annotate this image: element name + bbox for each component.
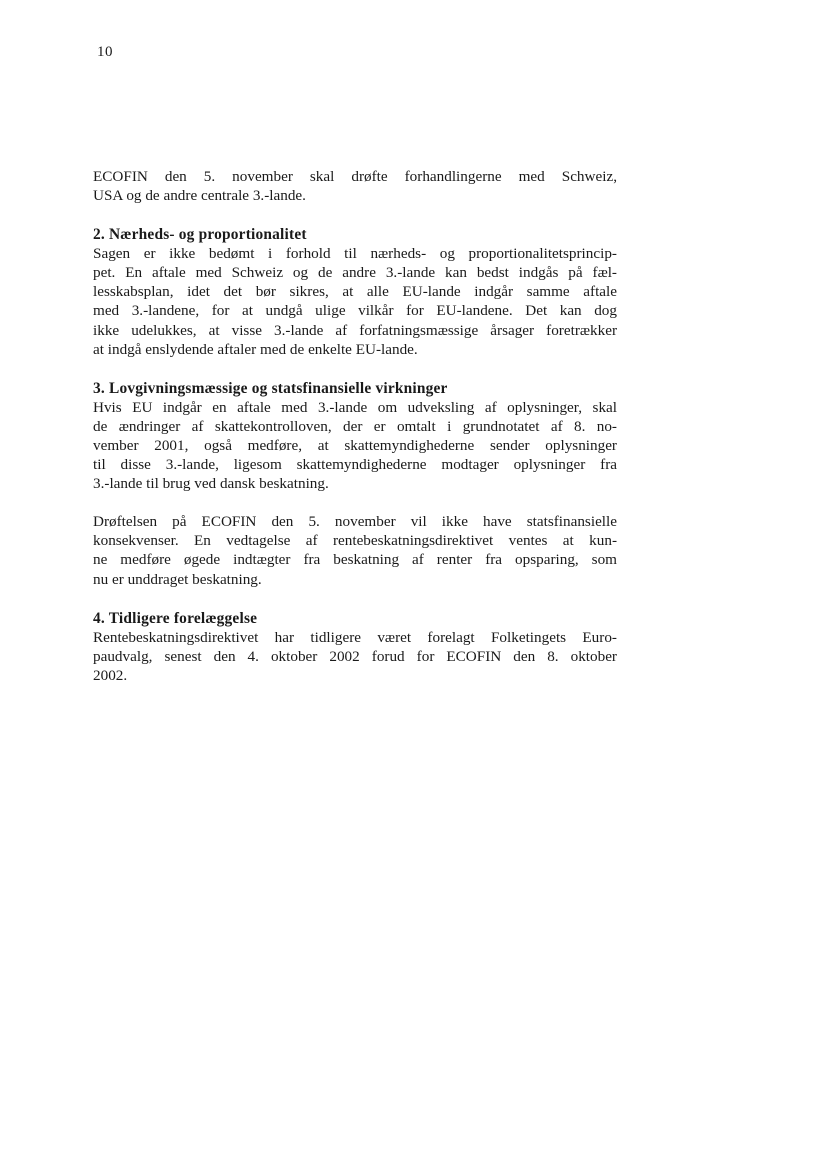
text-line: 2002. xyxy=(93,666,128,684)
intro-paragraph xyxy=(93,167,617,205)
text-line: ikke udelukkes, at visse 3.-lande af forfatningsmæssige årsager foretrækker xyxy=(93,321,617,339)
section-heading: 2. Nærheds- og proportionalitet xyxy=(93,226,307,244)
text-line: Drøftelsen på ECOFIN den 5. november vil ikke have statsfinansielle xyxy=(93,513,617,531)
text-line: 3.-lande til brug ved dansk beskatning. xyxy=(93,475,329,493)
section-paragraph xyxy=(93,244,617,359)
text-line: nu er unddraget beskatning. xyxy=(93,570,262,588)
section-previous-submission xyxy=(93,609,617,685)
text-line: konsekvenser. En vedtagelse af rentebeskatningsdirektivet ventes at kun- xyxy=(93,532,617,550)
section-paragraph xyxy=(93,628,617,685)
text-line: at indgå enslydende aftaler med de enkelte EU-lande. xyxy=(93,340,418,358)
text-line: ECOFIN den 5. november skal drøfte forhandlingerne med Schweiz, xyxy=(93,168,617,185)
section-heading: 3. Lovgivningsmæssige og statsfinansielle virkninger xyxy=(93,379,448,397)
text-line: til disse 3.-lande, ligesom skattemyndighederne modtager oplysninger fra xyxy=(93,456,617,474)
section-paragraph xyxy=(93,398,617,493)
text-line: Sagen er ikke bedømt i forhold til nærheds- og proportionalitetsprincip- xyxy=(93,245,617,263)
text-line: med 3.-landene, for at undgå ulige vilkår for EU-landene. Det kan dog xyxy=(93,302,617,320)
text-line: USA og de andre centrale 3.-lande. xyxy=(93,187,306,205)
document-body xyxy=(93,167,617,685)
page-number: 10 xyxy=(97,44,113,60)
text-line: de ændringer af skattekontrolloven, der er omtalt i grundnotatet af 8. no- xyxy=(93,417,617,435)
text-line: lesskabsplan, idet det bør sikres, at alle EU-lande indgår samme aftale xyxy=(93,283,617,301)
section-legislative-financial xyxy=(93,379,617,589)
text-line: ne medføre øgede indtægter fra beskatning af renter fra opsparing, som xyxy=(93,551,617,569)
section-heading: 4. Tidligere forelæggelse xyxy=(93,609,258,627)
section-proportionality xyxy=(93,225,617,359)
text-line: Hvis EU indgår en aftale med 3.-lande om udveksling af oplysninger, skal xyxy=(93,398,617,416)
section-paragraph xyxy=(93,512,617,588)
text-line: Rentebeskatningsdirektivet har tidligere været forelagt Folketingets Euro- xyxy=(93,628,617,646)
text-line: paudvalg, senest den 4. oktober 2002 forud for ECOFIN den 8. oktober xyxy=(93,647,617,665)
text-line: vember 2001, også medføre, at skattemyndighederne sender oplysninger xyxy=(93,436,617,454)
text-line: pet. En aftale med Schweiz og de andre 3.-lande kan bedst indgås på fæl- xyxy=(93,264,617,282)
